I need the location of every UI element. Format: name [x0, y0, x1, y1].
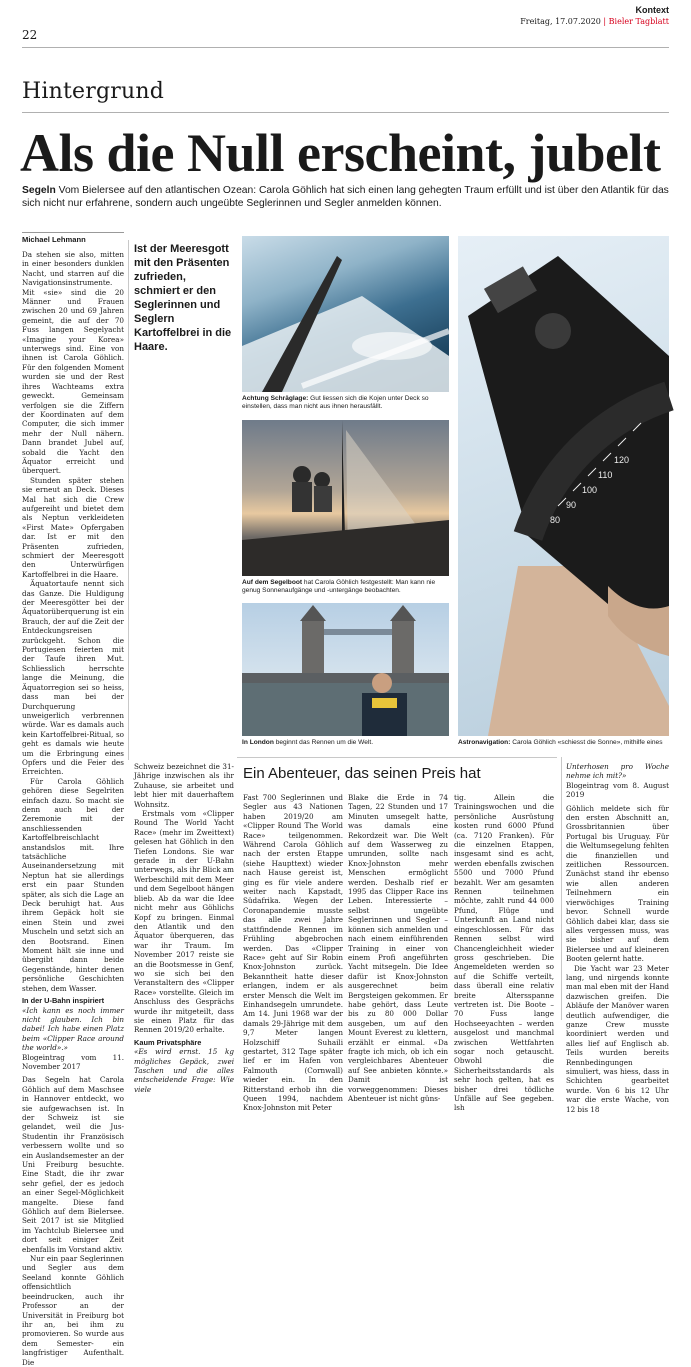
lead-kicker: Segeln — [22, 185, 56, 196]
blog-quote: «Ich kann es noch immer nicht glauben. Ich bin dabei! Ich habe einen Platz beim «Clipper Race around the world».» — [22, 1005, 124, 1053]
blog-source: Blogeintrag vom 11. November 2017 — [22, 1052, 124, 1071]
caption-1-text: Gut liessen sich die Kojen unter Deck so einstellen, dass man nicht aus ihnen herausfällt. — [242, 395, 429, 411]
sextant-mark: 90 — [566, 500, 577, 510]
sextant-mark: 120 — [614, 455, 630, 465]
secondary-headline: Ein Abenteuer, das seinen Preis hat — [243, 765, 481, 782]
paragraph: Blake die Erde in 74 Tagen, 22 Stunden und 17 Minuten umsegelt hatte, was damals eine Rekordzeit war. Die Welt auf dem Wasserweg zu umrunden, sollte nach Knox-Johnston mehr Menschen ermöglicht werden. Deshalb rief er 1995 das Clipper Race ins Leben. Interessierte – selbst ungeübte Seglerinnen und Segler – können sich anmelden und nach einem einführenden Training in einer von einem Profi angeführten Yacht mitsegeln. Die Idee dafür ist Knox-Johnston ausgerechnet beim Bergsteigen gekommen. Er habe gehört, dass Leute bis zu 80 000 Dollar ausgeben, um auf den Mount Everest zu klettern, erzählt er einmal. «Da fragte ich mich, ob ich ein vergleichbares Abenteuer auf See anbieten könnte.» Damit ist vorweggenommen: Dieses Abenteuer ist nicht güns- — [348, 793, 448, 1103]
paragraph: Das Segeln hat Carola Göhlich auf dem Maschsee in Hannover entdeckt, wo sie aufgewachsen ist. In der Schweiz ist sie gelandet, weil die Jus-Studentin ihr Französisch verbessern wollte und so ein Auslandsemester an der Uni Freiburg besuchte. Eine Stadt, die ihr zwar sehr gefiel, der es jedoch an einer Segel-Möglichkeit mangelte. Diese fand Göhlich auf dem Bielersee. Seit 2017 ist sie Mitglied im Yachtclub Bielersee und dort seit einiger Zeit ebenfalls im Vorstand aktiv. — [22, 1075, 124, 1254]
paragraph: Da stehen sie also, mitten in einer besonders dunklen Nacht, und starren auf die Navigationsinstrumente. Mit «sie» sind die 20 Männer und Frauen zwischen 20 und 69 Jahren gemeint, die auf der 70 Fuss langen Segelyacht «Imagine your Korea» unterwegs sind. Eine von ihnen ist Carola Göhlich. Für den folgenden Moment wurden sie und der Rest ihres Wachteams extra geweckt. Gemeinsam verfolgen sie die Ziffern der Koordinaten auf dem Computer, die sich immer mehr der Null nähern. Dann brandet Jubel auf, sobald die Yacht den Äquator erreicht und überquert. — [22, 250, 124, 476]
photo-sextant — [458, 236, 669, 736]
paragraph: Göhlich meldete sich für den ersten Abschnitt an, Grossbritannien über Portugal bis Uruguay. Für die Weltumsegelung fehlten die finanziellen und zeitlichen Ressourcen. Zunächst stand ihr ebenso wie allen anderen Teilnehmern ein vierwöchiges Training bevor. Schnell wurde Göhlich dabei klar, dass sie alles vergessen muss, was sie bisher auf dem Bielersee und auf kleineren Booten gelernt hatte. — [566, 803, 669, 964]
caption-4-text: Carola Göhlich «schiesst die Sonne», mithilfe eines — [512, 739, 663, 746]
caption-2-text: hat Carola Göhlich festgestellt: Man kann nie genug Sonnenaufgänge und -untergänge beobachten. — [242, 579, 436, 595]
photo-sunset-deck-graphic — [242, 420, 449, 576]
page-header-right — [520, 5, 669, 27]
caption-4-lead: Astronavigation: — [458, 739, 511, 746]
box-rule — [237, 757, 557, 758]
caption-3-lead: In London — [242, 739, 274, 746]
caption-1 — [242, 395, 449, 412]
paragraph: Erstmals vom «Clipper Round The World Yacht Race» (mehr im Zweittext) gelesen hat Göhlich in den Tiefen Londons. Sie war gerade in der U-Bahn unterwegs, als ihr Blick am Werbeschild mit dem Meer und dem Segelboot hängen blieb. Ab da war die Idee nicht mehr aus Göhlichs Kopf zu bringen. Einmal den Atlantik und den Äquator überqueren, das war ihr Traum. Im November 2017 reiste sie an die Bootsmesse in Genf, wo sie sich bei den Veranstaltern des «Clipper Race» vorstellte. Gleich im Anschluss des Gesprächs wurde ihr mitgeteilt, dass sie einen Platz für das Rennen 2019/20 erhalte. — [134, 809, 234, 1035]
column-4 — [348, 793, 448, 1103]
section-name: Kontext — [635, 5, 669, 15]
blog-source: Blogeintrag vom 8. August 2019 — [566, 780, 669, 800]
issue-date: Freitag, 17.07.2020 — [520, 17, 601, 26]
paragraph: Für Carola Göhlich gehören diese Segelriten einfach dazu. So macht sie denn auch bei der Zeremonie mit der anschliessenden Kartoffelbreischlacht anstandslos mit. Ihre tatsächliche Auseinandersetzung mit Neptun hat sie allerdings erst ein paar Stunden später, als sich die Lage an Deck beruhigt hat. Aus ihrem Gepäck holt sie einen Stein und zwei Muscheln und setzt sich an den Bootsrand. Einen Moment hält sie inne und übergibt dann beide Gegenstände, hinter denen persönliche Geschichten stehen, dem Wasser. — [22, 776, 124, 993]
sextant-mark: 100 — [582, 485, 598, 495]
photo-tower-bridge — [242, 603, 449, 736]
photo-sunset-deck — [242, 420, 449, 576]
header-separator: | — [603, 17, 607, 26]
lead-text: Vom Bielersee auf den atlantischen Ozean: Carola Göhlich hat sich einen lang gehegten Traum erfüllt und ist über den Atlantik für das sich nicht nur erfahrene, sondern auch ungeübte Seglerinnen und Segler anmelden können. — [22, 185, 669, 209]
photo-heeling-yacht — [242, 236, 449, 392]
photo-tower-bridge-graphic — [242, 603, 449, 736]
paragraph: tig. Allein die Trainingswochen und die persönliche Ausrüstung kosten rund 6000 Pfund (ca. 7120 Franken). Für die einzelnen Etappen, insgesamt sind es acht, werden ebenfalls zwischen 5500 und 7000 Pfund bezahlt. Wer am gesamten Rennen teilnehmen möchte, zahlt rund 44 000 Pfund, Flüge und Unterkunft an Land nicht eingeschlossen. Für das Rennen selbst wird Chancengleichheit wieder gross geschrieben. Die Angemeldeten werden so auf die Schiffe verteilt, dass überall eine relativ breite Altersspanne vertreten ist. Die Boote – 70 Fuss lange Hochseeyachten – werden ausgelost und manchmal zwischen Wettfahrten sogar noch getauscht. Obwohl die Sicherheitsstandards als sehr hoch gelten, hat es bisher drei tödliche Unfälle auf See gegeben. lsh — [454, 793, 554, 1113]
column-6 — [566, 762, 669, 1114]
subheading: Kaum Privatsphäre — [134, 1037, 202, 1047]
column-divider — [128, 240, 129, 760]
column-2 — [134, 762, 234, 1094]
top-rule — [22, 47, 669, 48]
paragraph: Stunden später stehen sie erneut an Deck. Dieses Mal hat sich die Crew aufgereiht und bietet dem als Neptun verkleideten «First Mate» Opfergaben dar. Ist er mit den Präsenten zufrieden, schmiert der Meeresgott den Unterwürfigen Kartoffelbrei in die Haare. — [22, 475, 124, 579]
lead — [22, 184, 669, 210]
column-3 — [243, 793, 343, 1113]
rubric-rule — [22, 112, 669, 113]
headline: Als die Null erscheint, jubelt — [20, 123, 661, 183]
blog-quote: «Es wird ernst. 15 kg mögliches Gepäck, zwei Taschen und die alles entscheidende Frage: Wie viele — [134, 1047, 234, 1094]
pull-quote: Ist der Meeresgott mit den Präsenten zufrieden, schmiert er den Seglerinnen und Seglern Kartoffelbrei in die Haare. — [134, 243, 232, 353]
caption-2 — [242, 579, 449, 596]
caption-2-lead: Auf dem Segelboot — [242, 579, 303, 586]
rubric: Hintergrund — [22, 79, 164, 104]
column-1 — [22, 250, 124, 1367]
paragraph: Schweiz bezeichnet die 31-Jährige inzwischen als ihr Zuhause, sie arbeitet und lebt hier mit dauerhaftem Wohnsitz. — [134, 762, 234, 809]
photo-sextant-graphic — [458, 236, 669, 736]
caption-3 — [242, 739, 449, 747]
paragraph: Nur ein paar Seglerinnen und Segler aus dem Seeland konnte Göhlich offensichtlich beeindrucken, auch ihr Professor an der Universität in Freiburg bot ihr an, bei ihm zu promovieren. So wurde aus dem Semester- ein langfristiger Aufenthalt. Die — [22, 1254, 124, 1367]
page-number: 22 — [22, 28, 38, 42]
author: Michael Lehmann — [22, 235, 86, 244]
caption-3-text: beginnt das Rennen um die Welt. — [275, 739, 374, 746]
sextant-mark: 80 — [550, 515, 561, 525]
blog-quote: Unterhosen pro Woche nehme ich mit?» — [566, 762, 669, 781]
author-rule — [22, 232, 124, 233]
paragraph: Die Yacht war 23 Meter lang, und nirgends konnte man mal eben mit der Hand dazwischen greifen. Die Abläufe der Manöver waren deutlich aufwendiger, die ganze Crew musste koordiniert werden und alles lief auf Englisch ab. Teils wurden bereits Rennbedingungen simuliert, was hiess, dass in Schichten gearbeitet wurde. Von 6 bis 12 Uhr war die erste Wache, von 12 bis 18 — [566, 963, 669, 1114]
column-divider — [561, 757, 562, 1020]
subheading: In der U-Bahn inspiriert — [22, 996, 105, 1006]
newspaper-name: Bieler Tagblatt — [608, 17, 669, 26]
paragraph: Fast 700 Seglerinnen und Segler aus 43 Nationen haben 2019/20 am «Clipper Round The World Race» teilgenommen. Während Carola Göhlich nach der ersten Etappe (siehe Haupttext) wieder nach Hause gereist ist, ging es für viele andere weiter nach Kapstadt, Südafrika. Wegen der Coronapandemie musste das alle zwei Jahre stattfindende Rennen im Frühling abgebrochen werden. Das «Clipper Race» geht auf Sir Robin Knox-Johnston zurück. Bekanntheit hatte dieser erlangen, indem er als erster Mensch die Welt im Einhandsegeln umrundete. Am 14. Juni 1968 war der damals 29-Jährige mit dem 9,7 Meter langen Holzschiff Suhaili gestartet, 312 Tage später lief er im Hafen von Falmouth (Cornwall) wieder ein. In den Ritterstand erhob ihn die Queen 1994, nachdem Knox-Johnston mit Peter — [243, 793, 343, 1113]
photo-heeling-yacht-graphic — [242, 236, 449, 392]
column-5 — [454, 793, 554, 1113]
caption-4 — [458, 739, 669, 747]
caption-1-lead: Achtung Schräglage: — [242, 395, 309, 402]
sextant-mark: 110 — [598, 470, 613, 480]
paragraph: Äquatortaufe nennt sich das Ganze. Die Huldigung der Meeresgötter bei der Äquatorüberquerung ist ein Brauch, der auf die Zeit der Entdeckungsreisen zurückgeht. Schon die Portugiesen feierten mit der Taufe ihren Mut. Schliesslich herrschte lange die Meinung, die Äquatorregion sei so heiss, dass man bei der Durchquerung unweigerlich verbrennen würde. War es damals auch kein Kartoffelbrei-Ritual, so geht es damals wie heute um die Erbringung eines Opfers und die Feier des Erreichten. — [22, 579, 124, 777]
